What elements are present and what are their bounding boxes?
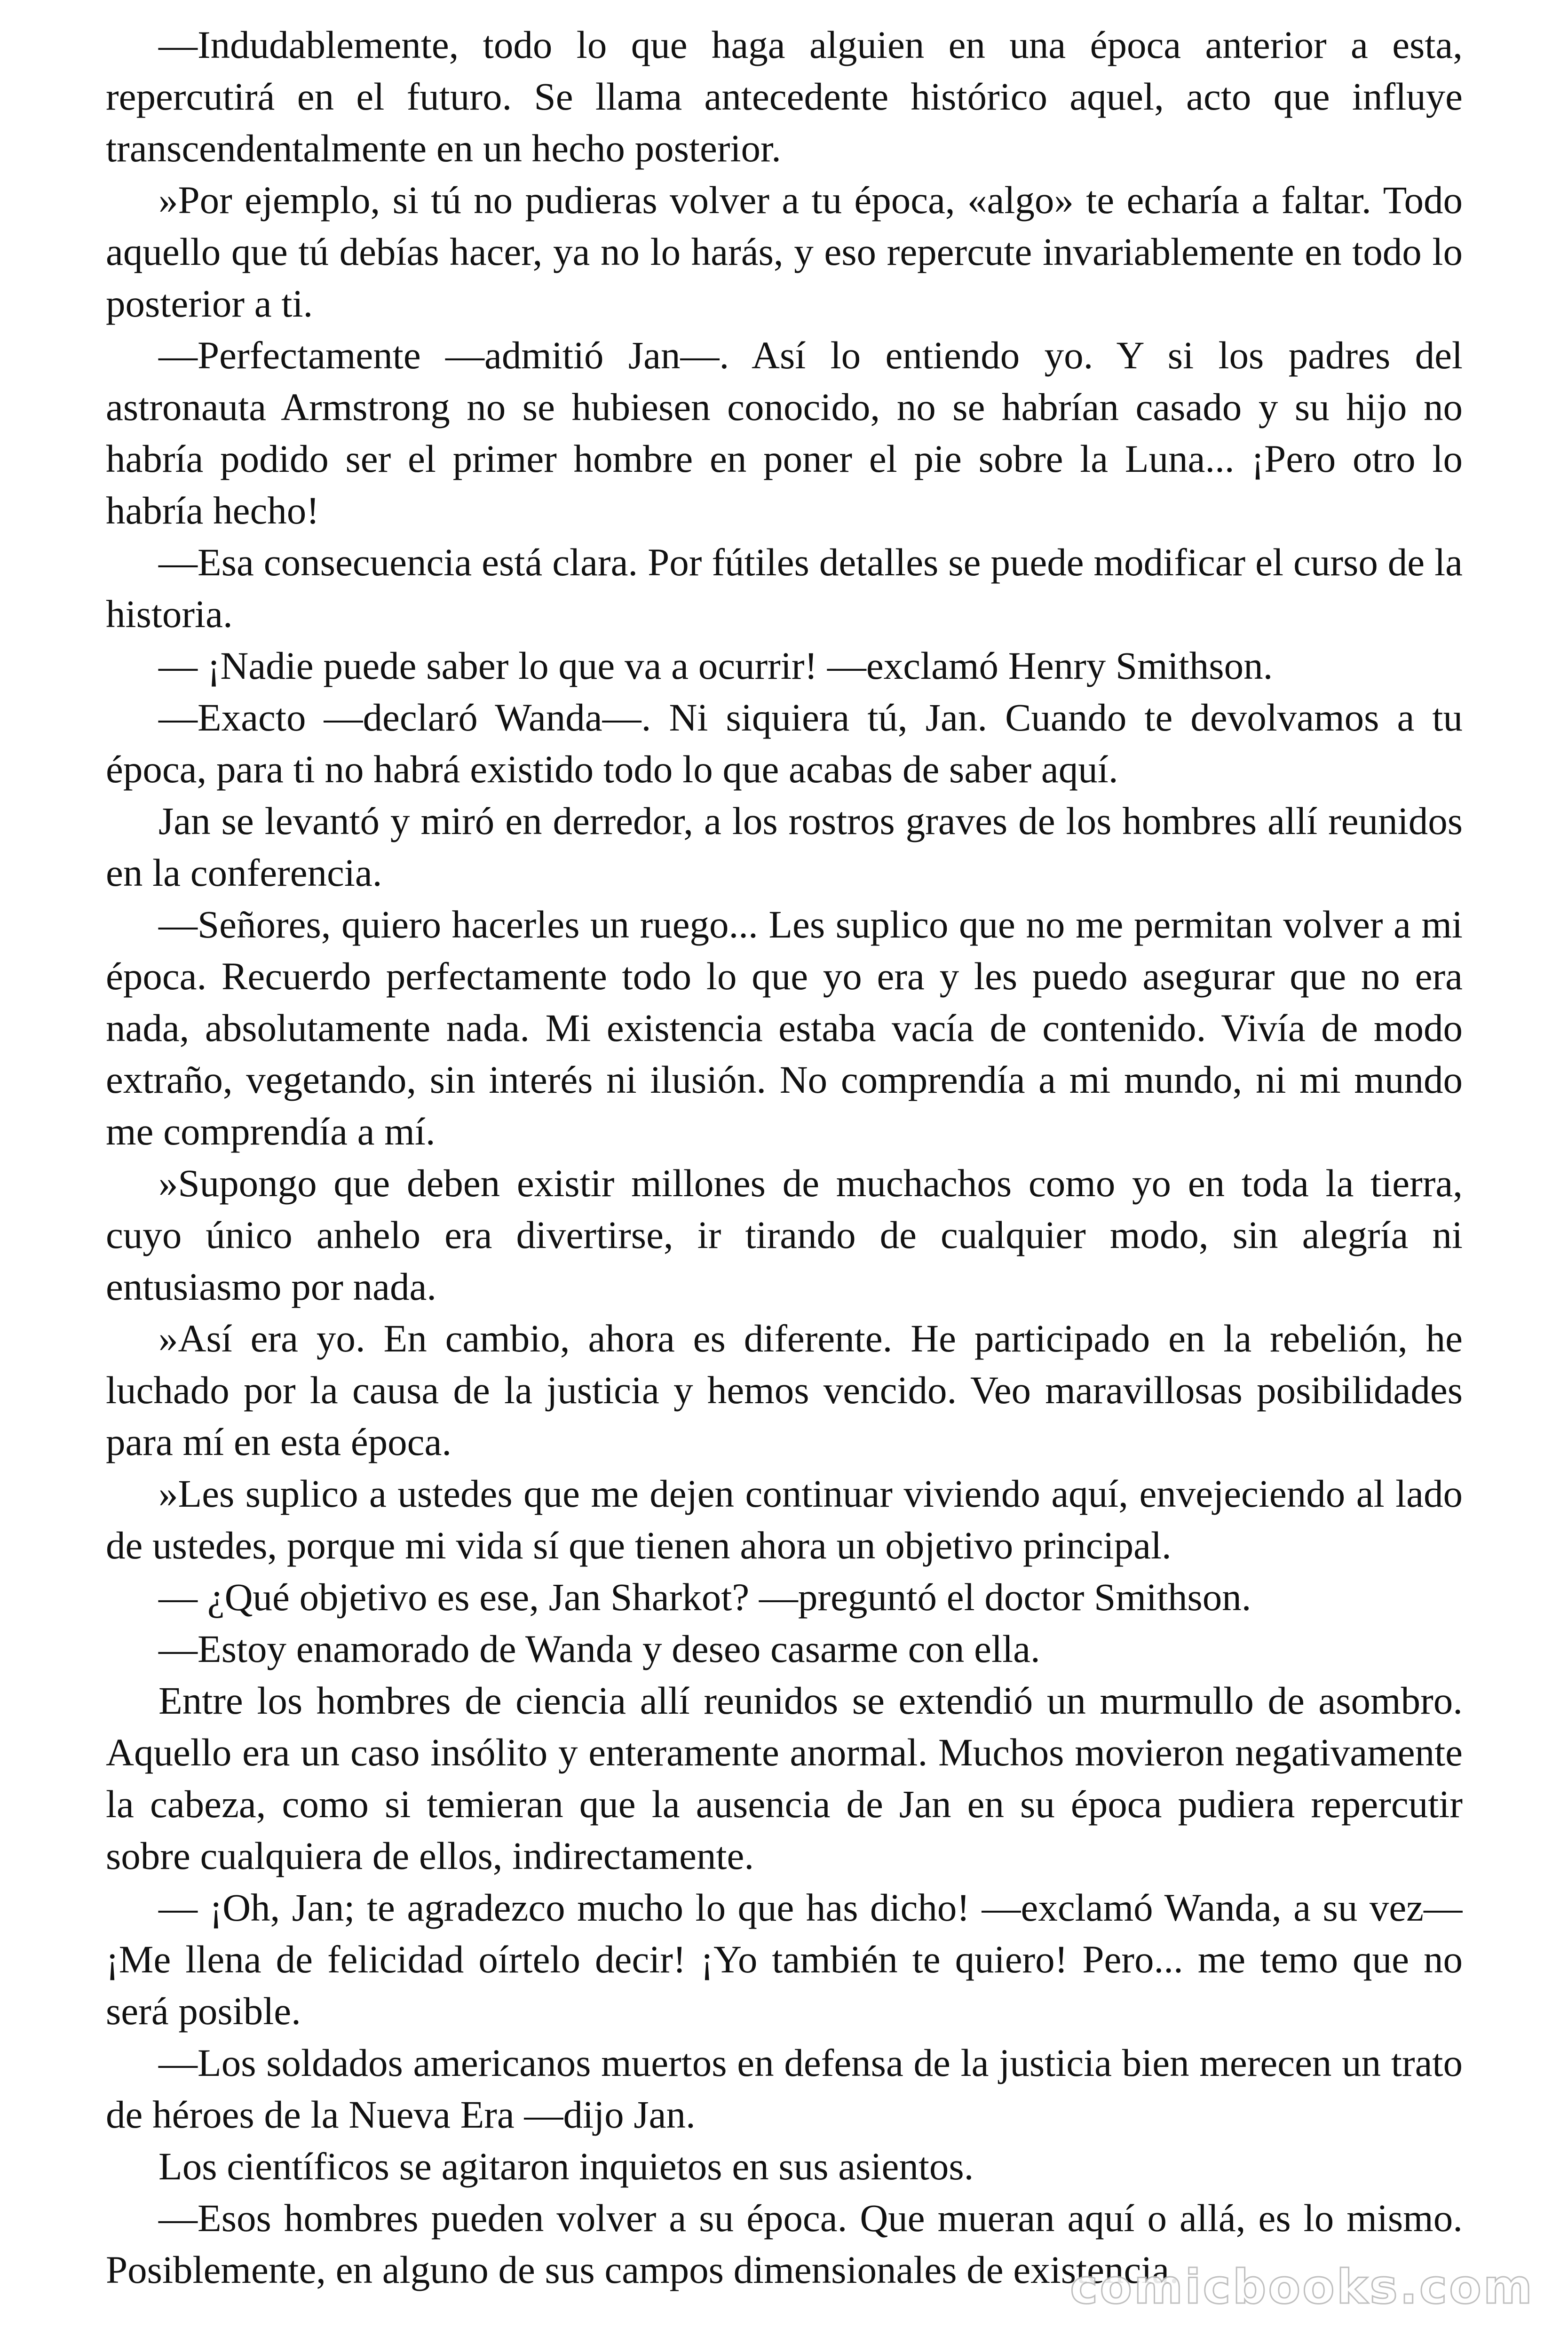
paragraph-4: —Esa consecuencia está clara. Por fútiles detalles se puede modificar el curso de la historia. <box>106 540 1463 636</box>
paragraph-14: Entre los hombres de ciencia allí reunidos se extendió un murmullo de asombro. Aquello era un caso insólito y enteramente anormal. Muchos movieron negativamente la cabeza, como si temieran que la ausencia de Jan en su época pudiera repercutir sobre cualquiera de ellos, indirectamente. <box>106 1679 1463 1877</box>
paragraph-7: Jan se levantó y miró en derredor, a los rostros graves de los hombres allí reunidos en la conferencia. <box>106 799 1463 894</box>
paragraph-15: — ¡Oh, Jan; te agradezco mucho lo que has dicho! —exclamó Wanda, a su vez— ¡Me llena de felicidad oírtelo decir! ¡Yo también te quiero! Pero... me temo que no será posible. <box>106 1886 1463 2033</box>
paragraph-13: —Estoy enamorado de Wanda y deseo casarme con ella. <box>158 1627 1040 1670</box>
paragraph-12: — ¿Qué objetivo es ese, Jan Sharkot? —preguntó el doctor Smithson. <box>158 1575 1251 1619</box>
paragraph-11: »Les suplico a ustedes que me dejen continuar viviendo aquí, envejeciendo al lado de ustedes, porque mi vida sí que tienen ahora un objetivo principal. <box>106 1472 1463 1567</box>
paragraph-3: —Perfectamente —admitió Jan—. Así lo entiendo yo. Y si los padres del astronauta Armstrong no se hubiesen conocido, no se habrían casado y su hijo no habría podido ser el primer hombre en poner el pie sobre la Luna... ¡Pero otro lo habría hecho! <box>106 334 1463 532</box>
paragraph-1: —Indudablemente, todo lo que haga alguien en una época anterior a esta, repercutirá en el futuro. Se llama antecedente histórico aquel, acto que influye transcendentalmente en un hecho posterior. <box>106 23 1463 170</box>
paragraph-9: »Supongo que deben existir millones de muchachos como yo en toda la tierra, cuyo único anhelo era divertirse, ir tirando de cualquier modo, sin alegría ni entusiasmo por nada. <box>106 1161 1463 1308</box>
paragraph-18: —Esos hombres pueden volver a su época. Que mueran aquí o allá, es lo mismo. Posiblemente, en alguno de sus campos dimensionales de existencia. <box>106 2196 1463 2291</box>
paragraph-5: — ¡Nadie puede saber lo que va a ocurrir! —exclamó Henry Smithson. <box>158 644 1273 687</box>
paragraph-8: —Señores, quiero hacerles un ruego... Les suplico que no me permitan volver a mi época. Recuerdo perfectamente todo lo que yo era y les puedo asegurar que no era nada, absolutamente nada. Mi existencia estaba vacía de contenido. Vivía de modo extraño, vegetando, sin interés ni ilusión. No comprendía a mi mundo, ni mi mundo me comprendía a mí. <box>106 903 1463 1153</box>
paragraph-17: Los científicos se agitaron inquietos en sus asientos. <box>158 2145 974 2188</box>
paragraph-10: »Así era yo. En cambio, ahora es diferente. He participado en la rebelión, he luchado por la causa de la justicia y hemos vencido. Veo maravillosas posibilidades para mí en esta época. <box>106 1317 1463 1463</box>
paragraph-16: —Los soldados americanos muertos en defensa de la justicia bien merecen un trato de héroes de la Nueva Era —dijo Jan. <box>106 2041 1463 2136</box>
watermark-logo: comicbooks.com <box>1070 2259 1534 2314</box>
paragraph-6: —Exacto —declaró Wanda—. Ni siquiera tú, Jan. Cuando te devolvamos a tu época, para ti no habrá existido todo lo que acabas de saber aquí. <box>106 696 1463 791</box>
page-body <box>106 19 1463 2314</box>
paragraph-2: »Por ejemplo, si tú no pudieras volver a tu época, «algo» te echaría a faltar. Todo aquello que tú debías hacer, ya no lo harás, y eso repercute invariablemente en todo lo posterior a ti. <box>106 178 1463 325</box>
